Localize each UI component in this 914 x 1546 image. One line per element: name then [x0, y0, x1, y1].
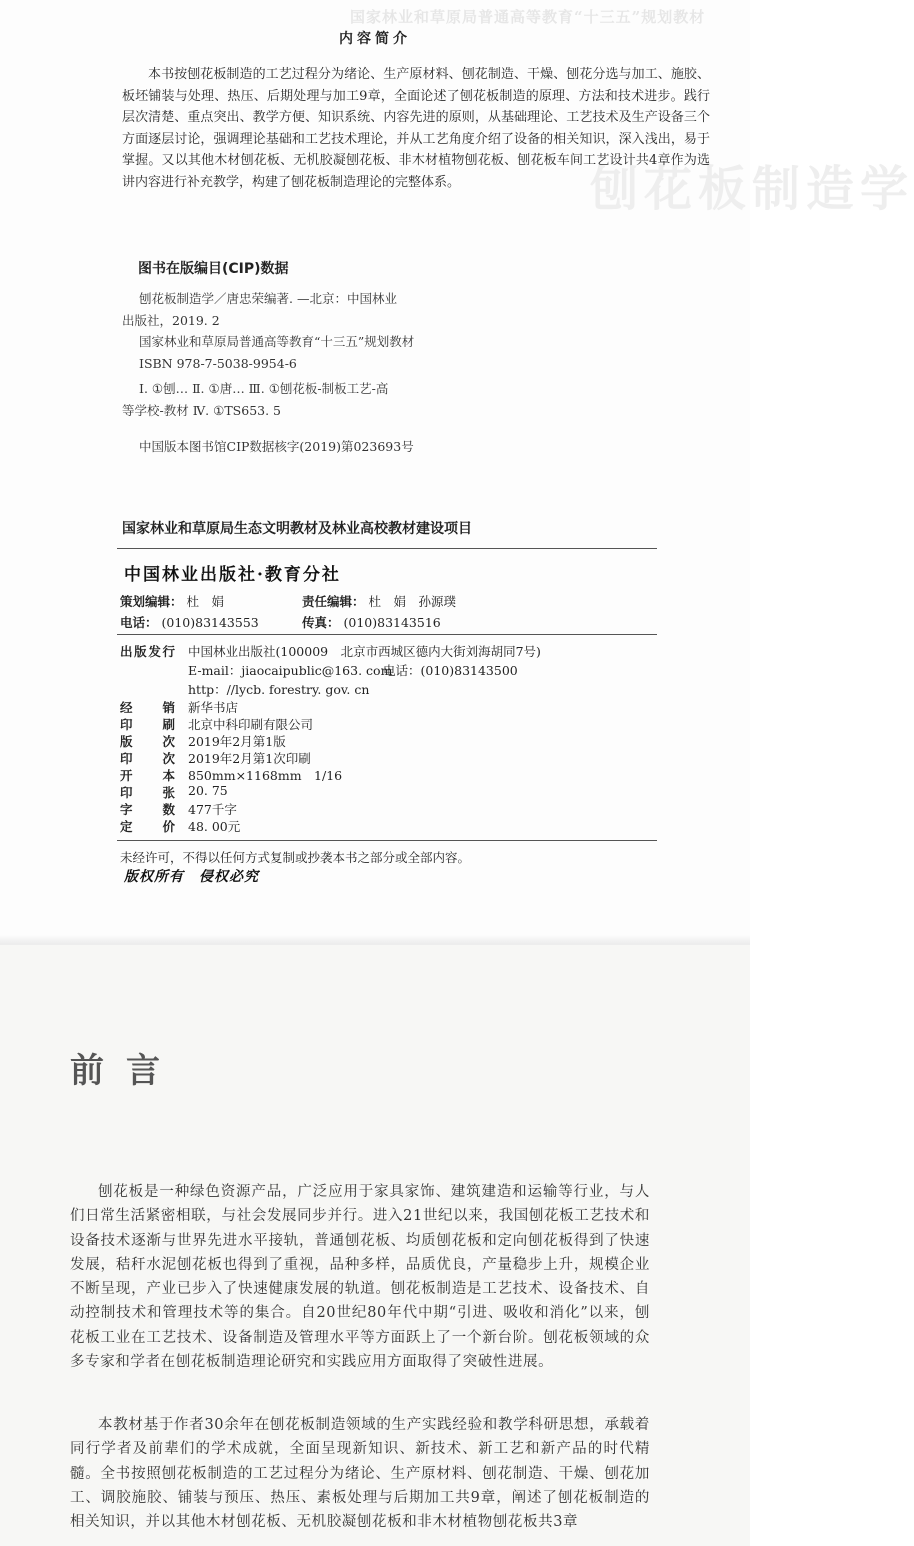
rights-reserved: 版权所有 侵权必究 — [124, 869, 259, 885]
cip-record — [122, 288, 462, 374]
cip-line: 刨花板制造学／唐忠荣编著. —北京：中国林业 — [139, 291, 397, 306]
cip-line: 出版社，2019. 2 — [122, 312, 220, 328]
planning-editor-label: 策划编辑： — [120, 594, 183, 609]
cip-class-line: 等学校-教材 Ⅳ. ①TS653. 5 — [122, 402, 281, 418]
responsible-editor — [302, 592, 456, 610]
responsible-editor-label: 责任编辑： — [302, 594, 365, 609]
copyright-note: 未经许可，不得以任何方式复制或抄袭本书之部分或全部内容。 — [120, 850, 471, 865]
cip-classification — [122, 378, 462, 421]
abstract-title: 内容简介 — [339, 31, 411, 47]
planning-editor-value: 杜 娟 — [186, 594, 225, 609]
spec-label: 印刷 — [120, 717, 175, 732]
divider — [117, 840, 657, 841]
publish-tel: 电话：(010)83143500 — [383, 663, 518, 678]
spec-value: 477千字 — [188, 802, 237, 817]
editor-fax — [302, 613, 441, 631]
phone-label: 电话： — [120, 615, 158, 630]
spec-value: 2019年2月第1版 — [188, 734, 286, 749]
divider — [117, 548, 657, 549]
spec-label: 印次 — [120, 751, 175, 766]
publish-label: 出版发行 — [120, 644, 175, 659]
bleed-through-title: 刨花板制造学 — [590, 161, 914, 217]
cip-verify — [122, 436, 462, 458]
fax-label: 传真： — [302, 615, 340, 630]
spec-label: 版次 — [120, 734, 175, 749]
spec-value: 2019年2月第1次印刷 — [188, 751, 311, 766]
spec-label: 印张 — [120, 785, 175, 800]
spec-label: 开本 — [120, 768, 175, 783]
spec-value: 850mm×1168mm 1/16 — [188, 768, 343, 783]
spec-value: 48. 00元 — [188, 819, 241, 834]
responsible-editor-value: 杜 娟 孙源璞 — [368, 594, 457, 609]
publish-email: E-mail：jiaocaipublic@163. com — [188, 663, 393, 678]
publisher-name: 中国林业出版社·教育分社 — [124, 565, 341, 585]
preface-paragraph: 本教材基于作者30余年在刨花板制造领域的生产实践经验和教学科研思想，承载着同行学者及前辈们的学术成就，全面呈现新知识、新技术、新工艺和新产品的时代精髓。全书按照刨花板制造的工艺过程分为绪论、生产原材料、刨花制造、干燥、刨花加工、调胶施胶、铺装与预压、热压、素板处理与后期加工共9章，阐述了刨花板制造的相关知识，并以其他木材刨花板、无机胶凝刨花板和非木材植物刨花板共3章 — [70, 1417, 650, 1531]
preface-paragraph: 刨花板是一种绿色资源产品，广泛应用于家具家饰、建筑建造和运输等行业，与人们日常生活紧密相联，与社会发展同步并行。进入21世纪以来，我国刨花板工艺技术和设备技术逐渐与世界先进水平接轨，普通刨花板、均质刨花板和定向刨花板得到了快速发展，秸秆水泥刨花板也得到了重视，品种多样，品质优良，产量稳步上升，规模企业不断呈现，产业已步入了快速健康发展的轨道。刨花板制造是工艺技术、设备技术、自动控制技术和管理技术等的集合。自20世纪80年代中期“引进、吸收和消化”以来，刨花板工业在工艺技术、设备制造及管理水平等方面跃上了一个新台阶。刨花板领域的众多专家和学者在刨花板制造理论研究和实践应用方面取得了突破性进展。 — [70, 1184, 650, 1371]
cip-verify-text: 中国版本图书馆CIP数据核字(2019)第023693号 — [139, 439, 414, 454]
spec-label: 定价 — [120, 819, 175, 834]
planning-editor — [120, 592, 224, 610]
spec-value: 20. 75 — [188, 783, 228, 798]
cip-title: 图书在版编目(CIP)数据 — [138, 261, 289, 277]
spec-value: 新华书店 — [188, 700, 239, 715]
fax-value: (010)83143516 — [343, 615, 441, 630]
divider — [117, 634, 657, 635]
preface-title: 前言 — [70, 1051, 182, 1091]
cip-line: 国家林业和草原局普通高等教育“十三五”规划教材 — [139, 334, 415, 349]
cip-line: ISBN 978-7-5038-9954-6 — [139, 355, 297, 371]
abstract-text: 本书按刨花板制造的工艺过程分为绪论、生产原材料、刨花制造、干燥、刨花分选与加工、施胶、板坯铺装与处理、热压、后期处理与加工9章，全面论述了刨花板制造的原理、方法和技术进步。践行层次清楚、重点突出、教学方便、知识系统、内容先进的原则，从基础理论、工艺技术及生产设备三个方面逐层讨论，强调理论基础和工艺技术理论，并从工艺角度介绍了设备的相关知识，深入浅出，易于掌握。又以其他木材刨花板、无机胶凝刨花板、非木材植物刨花板、刨花板车间工艺设计共4章作为选讲内容进行补充教学，构建了刨花板制造理论的完整体系。 — [122, 67, 710, 190]
project-title: 国家林业和草原局生态文明教材及林业高校教材建设项目 — [122, 521, 472, 537]
publish-website: http：//lycb. forestry. gov. cn — [188, 682, 370, 697]
phone-value: (010)83143553 — [161, 615, 259, 630]
cip-class-line: Ⅰ. ①刨… Ⅱ. ①唐… Ⅲ. ①刨花板-制板工艺-高 — [139, 381, 389, 396]
spec-label: 字数 — [120, 802, 175, 817]
publish-value: 中国林业出版社(100009 北京市西城区德内大街刘海胡同7号) — [188, 644, 541, 659]
spec-label: 经销 — [120, 700, 175, 715]
editor-phone — [120, 613, 259, 631]
spec-value: 北京中科印刷有限公司 — [188, 717, 314, 732]
bleed-through-header: 国家林业和草原局普通高等教育“十三五”规划教材 — [350, 8, 706, 26]
